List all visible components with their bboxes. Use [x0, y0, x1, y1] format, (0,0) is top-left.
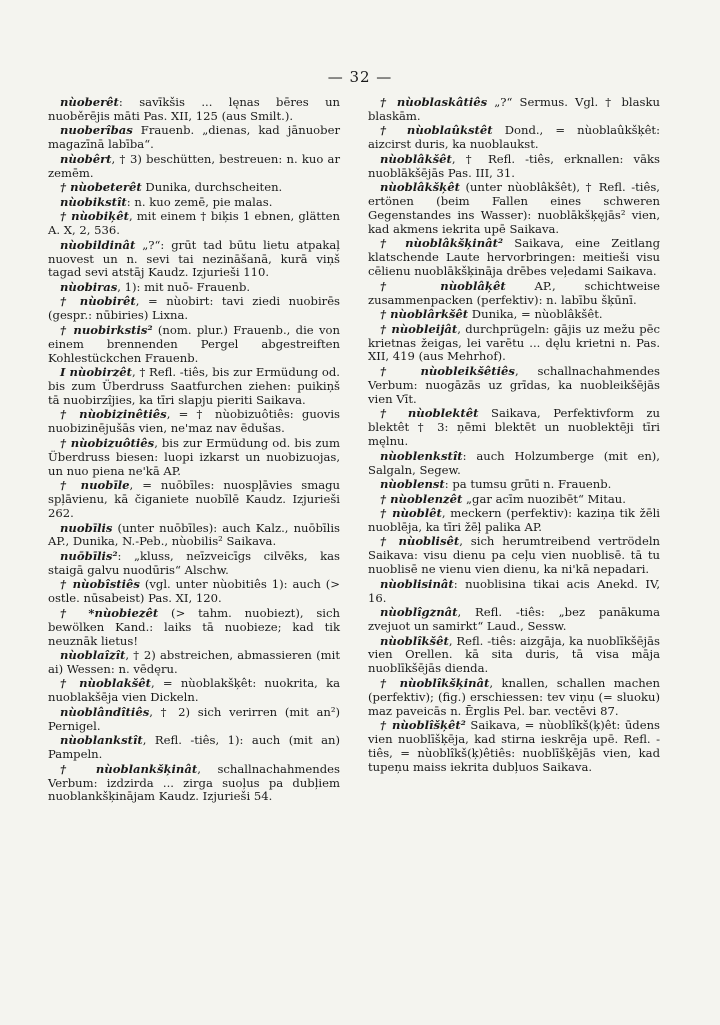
entry-headword: nùoblisinât [380, 576, 454, 591]
entry-headword: † nùobiķêt [60, 209, 129, 224]
dictionary-entry [48, 550, 340, 578]
dictionary-entry [48, 281, 340, 295]
entry-body: Saikava, Perfektivform zu blektêt † 3: ņēmi blektēt un nuoblektēji tīri męlnu. [368, 406, 660, 449]
dictionary-entry [368, 493, 660, 507]
dictionary-entry [48, 734, 340, 762]
dictionary-entry [368, 124, 660, 152]
entry-body: , † Refl. -tiês, bis zur Ermüdung od. bis zum Überdruss Saatfurchen ziehen: puikiņš tā nuobirzîjies, ka tīri slapju pieriti Saikava. [48, 365, 340, 407]
entry-headword: † nuobirkstis² [60, 322, 153, 337]
dictionary-entry [48, 96, 340, 124]
entry-headword: † nùobirêt [60, 294, 136, 309]
dictionary-entry [48, 479, 340, 521]
entry-headword: † nùobizinêtiês [60, 407, 167, 422]
entry-body: , 1): mit nuō- Frauenb. [117, 279, 251, 294]
entry-body: „gar acīm nuozibēt“ Mitau. [462, 491, 626, 506]
entry-headword: † nùoblenzêt [380, 491, 463, 506]
dictionary-entry [368, 606, 660, 634]
dictionary-entry [368, 365, 660, 407]
entry-body: , = nùoblakšķêt: nuokrita, ka nuoblakšēja vien Dickeln. [48, 676, 341, 705]
entry-body: , meckern (perfektiv): kaziņa tik žēli nuoblēja, ka tīri žēļ palika AP. [368, 506, 661, 534]
dictionary-entry [368, 719, 660, 775]
dictionary-entry [48, 522, 340, 550]
entry-headword: † nùoblâķêt [380, 278, 506, 293]
dictionary-entry [368, 181, 660, 237]
entry-body: Saikava, = nùoblîkš(ķ)êt: ūdens vien nuoblīšķēja, kad stirna ieskrēja upē. Refl. -tiês, = nùoblîkš(ķ)êtiês: nuoblīšķējās vien, kad tupeņu maiss iekrita dubļuos Saikava. [368, 718, 660, 774]
entry-headword: † nùobeterêt [60, 180, 142, 195]
entry-body: , † 3) beschütten, bestreuen: n. kuo ar zemēm. [48, 151, 340, 180]
entry-body: : nuoblisina tikai acis Anekd. IV, 16. [368, 576, 660, 605]
entry-headword: nuoberîbas [60, 123, 133, 138]
entry-body: , Refl. -tiês, 1): auch (mit an) Pampeln. [48, 733, 340, 762]
dictionary-entry [48, 210, 340, 238]
entry-body: , † 2) abstreichen, abmassieren (mit ai) Wessen: n. vēdęru. [48, 648, 340, 676]
page-number: — 32 — [327, 68, 393, 86]
dictionary-entry [368, 635, 660, 677]
dictionary-entry [48, 239, 340, 281]
entry-body: Frauenb. „dienas, kad jānuober magazīnā labība“. [48, 123, 340, 152]
dictionary-entry [368, 153, 660, 181]
entry-body: AP., schichtweise zusammenpacken (perfektiv): n. labību šķūnī. [368, 278, 660, 307]
entry-headword: nùoblâkšķêt [380, 180, 460, 195]
dictionary-entry [368, 478, 660, 492]
dictionary-entry [48, 295, 340, 323]
entry-headword: nùobikstît [60, 194, 127, 209]
entry-body: : „kluss, neīzveicīgs cilvēks, kas staigā galvu nuodūris“ Alschw. [48, 548, 340, 577]
dictionary-entry [368, 507, 660, 535]
entry-body: , schallnachahmendes Verbum: nuogāzās uz grīdas, ka nuobleikšējās vien Vīt. [368, 363, 660, 406]
entry-body: , bis zur Ermüdung od. bis zum Überdruss biesen: luopi izkarst un nuobizuojas, un nuo piena ne'kā AP. [48, 435, 340, 478]
dictionary-entry [48, 437, 340, 479]
entry-body: , Refl. -tiês: aizgāja, ka nuoblīkšējās vien Orellen. kā sita duris, tā visa māja nuoblīkšējās dienda. [368, 633, 660, 676]
entry-headword: nùobêrt [60, 151, 112, 166]
entry-headword: † nùoblankšķinât [60, 761, 198, 776]
dictionary-entry [48, 181, 340, 195]
dictionary-entry [368, 280, 660, 308]
dictionary-entry [368, 96, 660, 124]
dictionary-entry [48, 124, 340, 152]
entry-headword: † nùobleikšêtiês [380, 363, 515, 378]
entry-body: , durchprügeln: gājis uz mežu pēc krietnas žeigas, lei varētu ... dęlu krietni n. Pas. XII, 419 (aus Mehrhof). [368, 321, 661, 364]
entry-body: : n. kuo zemē, pie malas. [126, 194, 273, 209]
dictionary-entry [368, 323, 660, 365]
entry-headword: nùobildinât [60, 237, 136, 252]
entry-headword: † nùoblêt [380, 506, 442, 520]
entry-headword: nùobiras [60, 279, 118, 294]
entry-body: , = nùobirt: tavi ziedi nuobirēs (gespr.: nūbiries) Lixna. [48, 294, 340, 323]
dictionary-entry [48, 578, 340, 606]
dictionary-entry [48, 153, 340, 181]
entry-headword: nùoblenst [380, 477, 445, 491]
entry-body: (nom. plur.) Frauenb., die von einem brennenden Pergel abgestreiften Kohlestückchen Frauenb. [48, 322, 340, 365]
entry-body: : pa tumsu grūti n. Frauenb. [444, 477, 612, 491]
entry-headword: † nùobizuôtiês [60, 435, 155, 450]
entry-headword: nùoblaîzît [60, 648, 126, 663]
dictionary-entry [48, 677, 340, 705]
entry-body: (> tahm. nuobiezt), sich bewölken Kand.: laiks tā nuobieze; kad tik neuznāk lietus! [48, 605, 340, 648]
entry-headword: † nùobîstiês [60, 577, 140, 592]
entry-body: (unter nuōbīles): auch Kalz., nuōbīlis AP., Dunika, N.-Peb., nùobilis² Saikava. [48, 520, 340, 549]
entry-body: , = † nùobizuôtiês: guovis nuobizinējušās vien, ne'maz nav ēdušas. [48, 407, 340, 436]
dictionary-entry [48, 324, 340, 366]
dictionary-entry [48, 366, 340, 408]
entry-headword: nuōbīlis² [60, 548, 118, 563]
entry-headword: † nùoblaskâtiês [380, 95, 488, 109]
entry-headword: † nùoblâkšķinât² [380, 236, 504, 251]
dictionary-entry [368, 578, 660, 606]
entry-headword: † nùoblaûkstêt [380, 123, 493, 138]
entry-headword: † nùoblârkšêt [380, 307, 469, 322]
entry-headword: nùoberêt [60, 95, 119, 109]
entry-headword: nùoblâkšêt [380, 151, 452, 166]
entry-headword: nùoblândîtiês [60, 704, 150, 719]
entry-headword: † nùobleijât [380, 321, 458, 336]
entry-headword: † *nùobiezêt [60, 605, 159, 620]
entry-body: , schallnachahmendes Verbum: izdzirda ... zirga suoļus pa dubļiem nuoblankšķinājam Kaudz. Izjurieši 54. [48, 761, 340, 804]
right-column [368, 96, 660, 775]
dictionary-entry [48, 408, 340, 436]
dictionary-entry [368, 407, 660, 449]
dictionary-entry [48, 706, 340, 734]
dictionary-entry [368, 677, 660, 719]
dictionary-entry [368, 308, 660, 322]
dictionary-entry [368, 450, 660, 478]
left-column [48, 96, 340, 805]
entry-body: (unter nùoblâkšêt), † Refl. -tiês, ertönen (beim Fallen eines schweren Gegenstandes ins Wasser): nuoblākšķęjās² vien, kad akmens iekrita upē Saikava. [368, 180, 660, 236]
entry-body: , sich herumtreibend vertrödeln Saikava: visu dienu pa ceļu vien nuoblisē. tā tu nuoblisē ne vienu vien dienu, ka ni'kā nepadari. [368, 534, 660, 577]
entry-body: , † 2) sich verirren (mit an²) Pernigel. [48, 704, 340, 733]
entry-body: , mit einem † biķis 1 ebnen, glätten A. X, 2, 536. [48, 209, 341, 238]
dictionary-entry [48, 649, 340, 677]
entry-headword: † nùoblîkšķinât [380, 675, 490, 690]
entry-body: Dunika, durchscheiten. [141, 180, 283, 195]
entry-body: , knallen, schallen machen (perfektiv); (fig.) erschiessen: tev viņu (= sluoku) maz paveicās n. Ērglis Pel. bar. vectēvi 87. [368, 675, 660, 718]
entry-headword: I nùobirzêt [60, 365, 133, 380]
dictionary-entry [368, 237, 660, 279]
dictionary-entry [48, 763, 340, 805]
entry-body: Saikava, eine Zeitlang klatschende Laute hervorbringen: meitieši visu cēlienu nuoblākšķināja drēbes veļedami Saikava. [368, 236, 660, 279]
entry-headword: nùoblankstît [60, 733, 143, 748]
entry-body: : auch Holzumberge (mit en), Salgaln, Segew. [368, 448, 660, 477]
entry-headword: † nùoblektêt [380, 406, 479, 421]
entry-body: Dond., = nùoblaûkšķêt: aizcirst duris, ka nuoblaukst. [368, 123, 660, 152]
entry-headword: nùoblenkstît [380, 448, 463, 463]
entry-headword: nùoblîkšêt [380, 633, 449, 648]
entry-body: Dunika, = nùoblâkšêt. [468, 307, 603, 322]
entry-headword: † nùoblîšķêt² [380, 718, 466, 733]
dictionary-entry [368, 535, 660, 577]
entry-headword: nùoblîgznât [380, 605, 458, 620]
entry-body: „?“: grūt tad būtu lietu atpakaļ nuovest un n. sevi tai nezināšanā, kurā viņš tagad sevi atstāj Kaudz. Izjurieši 110. [48, 237, 340, 280]
entry-headword: nuobīlis [60, 520, 113, 535]
entry-body: (vgl. unter nùobitiês 1): auch (> ostle. nūsabeist) Pas. XI, 120. [48, 577, 340, 606]
entry-headword: † nùoblisêt [380, 534, 460, 549]
entry-body: , Refl. -tiês: „bez panākuma zvejuot un samirkt“ Laud., Sessw. [368, 605, 660, 634]
entry-body: , = nuōbīles: nuospļāvies smagu spļāvienu, kā čiganiete nuobīlē Kaudz. Izjurieši 262. [48, 478, 340, 520]
entry-headword: † nuobīle [60, 478, 130, 493]
dictionary-entry [48, 196, 340, 210]
dictionary-entry [48, 607, 340, 649]
entry-headword: † nùoblakšêt [60, 676, 152, 691]
entry-body: „?“ Sermus. Vgl. † blasku blaskām. [368, 95, 660, 123]
entry-body: , † Refl. -tiês, erknallen: vāks nuoblākšējās Pas. III, 31. [368, 151, 660, 180]
entry-body: : savīkšis ... lęnas bēres un nuoběrējis māti Pas. XII, 125 (aus Smilt.). [48, 95, 340, 123]
